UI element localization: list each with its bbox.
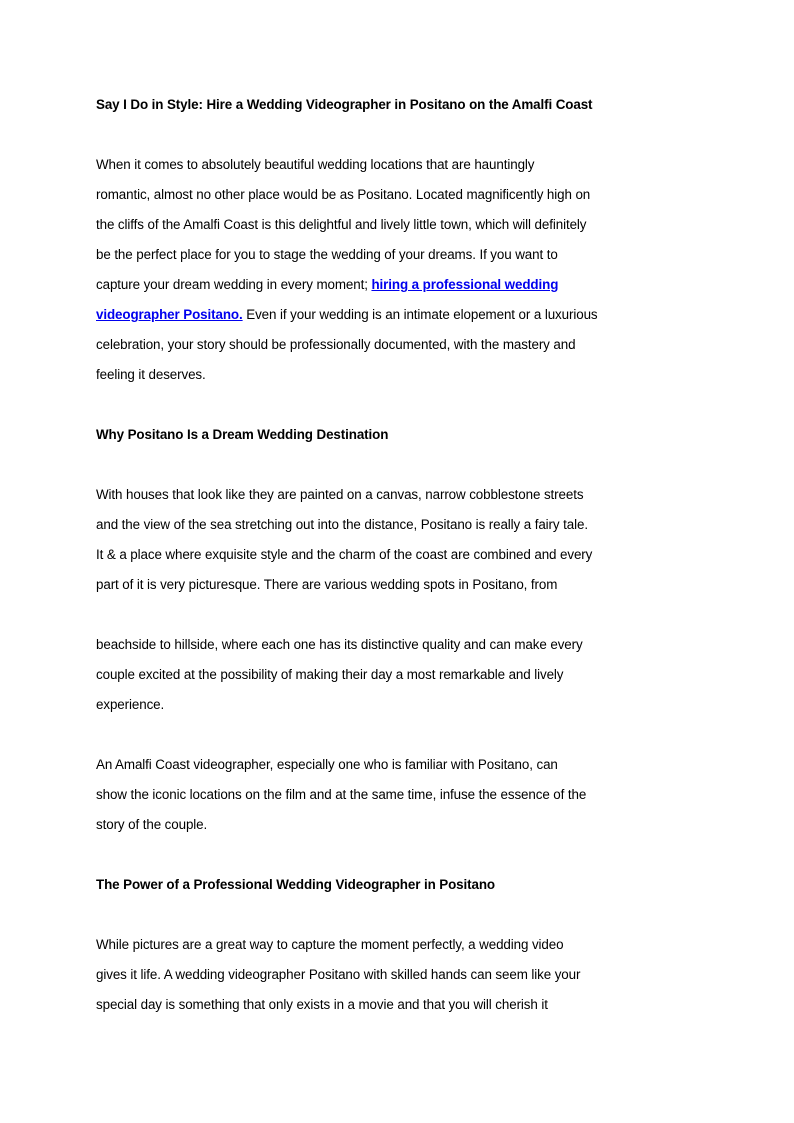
- section1-p3-line-1: An Amalfi Coast videographer, especially one who is familiar with Positano, can: [96, 757, 558, 772]
- section1-p1-line-2: and the view of the sea stretching out into the distance, Positano is really a fairy tale.: [96, 517, 588, 532]
- intro-line-7: celebration, your story should be professionally documented, with the mastery and: [96, 337, 576, 352]
- intro-line-6-text: Even if your wedding is an intimate elopement or a luxurious: [242, 307, 598, 322]
- section1-p2-line-2: couple excited at the possibility of making their day a most remarkable and lively: [96, 667, 564, 682]
- intro-line-5-text: capture your dream wedding in every moment;: [96, 277, 372, 292]
- intro-line-4: be the perfect place for you to stage the wedding of your dreams. If you want to: [96, 247, 558, 262]
- section1-p1-line-4: part of it is very picturesque. There are various wedding spots in Positano, from: [96, 577, 558, 592]
- intro-line-2: romantic, almost no other place would be as Positano. Located magnificently high on: [96, 187, 591, 202]
- videographer-link-part-2[interactable]: videographer Positano.: [96, 307, 243, 322]
- section1-p3-line-3: story of the couple.: [96, 817, 208, 832]
- section1-p2-line-3: experience.: [96, 697, 165, 712]
- videographer-link-part-1[interactable]: hiring a professional wedding: [371, 277, 559, 292]
- section2-p1-line-3: special day is something that only exists in a movie and that you will cherish it: [96, 997, 548, 1012]
- section1-p2-line-1: beachside to hillside, where each one has its distinctive quality and can make every: [96, 637, 583, 652]
- document-title: Say I Do in Style: Hire a Wedding Videographer in Positano on the Amalfi Coast: [96, 97, 593, 112]
- section2-p1-line-1: While pictures are a great way to capture the moment perfectly, a wedding video: [96, 937, 564, 952]
- section-heading-power-of-videographer: The Power of a Professional Wedding Videographer in Positano: [96, 877, 496, 892]
- section1-p1-line-1: With houses that look like they are painted on a canvas, narrow cobblestone streets: [96, 487, 584, 502]
- section1-p3-line-2: show the iconic locations on the film and at the same time, infuse the essence of the: [96, 787, 587, 802]
- intro-line-6: [96, 306, 598, 324]
- intro-line-5: [96, 276, 558, 294]
- intro-line-3: the cliffs of the Amalfi Coast is this delightful and lively little town, which will definitely: [96, 217, 587, 232]
- section2-p1-line-2: gives it life. A wedding videographer Positano with skilled hands can seem like your: [96, 967, 581, 982]
- section-heading-why-positano: Why Positano Is a Dream Wedding Destination: [96, 427, 389, 442]
- section1-p1-line-3: It & a place where exquisite style and the charm of the coast are combined and every: [96, 547, 593, 562]
- intro-line-8: feeling it deserves.: [96, 367, 206, 382]
- intro-line-1: When it comes to absolutely beautiful wedding locations that are hauntingly: [96, 157, 535, 172]
